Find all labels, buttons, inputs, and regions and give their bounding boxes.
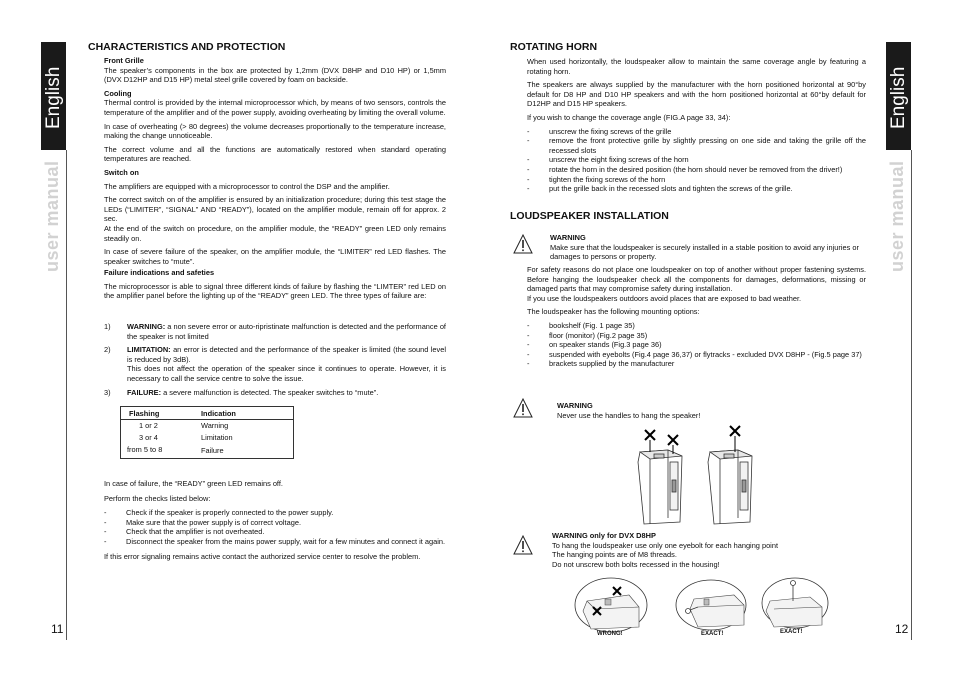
list-item: - put the grille back in the recessed slots and tighten the screws of the grille. [527, 184, 793, 194]
list-item-text: Check if the speaker is properly connected to the power supply. [126, 508, 334, 518]
speaker-cabinet-right [708, 450, 752, 524]
install-text-1: For safety reasons do not place one loudspeaker on top of another without proper fastening systems. Before hanging the loudspeaker check all the components for damages, deformations, missing or damaged parts that may compromise safety during installation. [527, 265, 866, 294]
cross-mark-icon [730, 426, 740, 452]
table-row [121, 432, 294, 444]
cooling-text-1: Thermal control is provided by the internal microprocessor which, by means of two sensors, controls the temperature of the amplifier and of the power supply, avoiding overheating by limiting the overall volume. [104, 98, 446, 117]
left-column [104, 56, 446, 301]
list-item: - rotate the horn in the desired position (the horn should never be removed from the driver!) [527, 164, 843, 174]
horn-text-3: If you wish to change the coverage angle (FIG.A page 33, 34): [527, 112, 731, 122]
failure-list [104, 322, 446, 397]
mount-list [527, 321, 866, 369]
list-item: - brackets supplied by the manufacturer [527, 359, 675, 369]
flashing-table [120, 406, 294, 459]
list-item: - unscrew the fixing screws of the grille [527, 126, 672, 136]
list-item: - unscrew the eight fixing screws of the horn [527, 155, 689, 165]
list-item-text: put the grille back in the recessed slots and tighten the screws of the grille. [549, 184, 793, 194]
switch-text-1: The amplifiers are equipped with a microprocessor to control the DSP and the amplifier. [104, 181, 390, 191]
heading-characteristics: CHARACTERISTICS AND PROTECTION [88, 41, 286, 53]
checks-intro: Perform the checks listed below: [104, 493, 211, 503]
table-cell: 1 or 2 [139, 421, 158, 430]
list-item: - Check if the speaker is properly connected to the power supply. [104, 508, 334, 518]
item-label: WARNING: [127, 322, 166, 331]
switch-text-4: In case of severe failure of the speaker, on the amplifier module, the “LIMITER” red LED flashes. The speaker switches to “mute”. [104, 247, 446, 266]
list-item: - tighten the fixing screws of the horn [527, 174, 666, 184]
table-row [121, 420, 294, 433]
horn-text-1: When used horizontally, the loudspeaker allow to maintain the same coverage angle by featuring a rotating horn. [527, 57, 866, 76]
item-label: LIMITATION: [127, 345, 171, 355]
warning-block-1 [550, 233, 868, 262]
left-margin-rule [66, 150, 67, 640]
list-item-text: remove the front protective grille by slightly pressing on one side and taking the grille off the recessed slots [549, 136, 866, 155]
failure-text: The microprocessor is able to signal three different kinds of failure by flashing the “LIMTER” red LED on the amplifier panel before the lighting up of the “READY” green LED. The three types of failure are: [104, 281, 446, 301]
warning-title: WARNING only for DVX D8HP [552, 531, 656, 540]
list-item: - suspended with eyebolts (Fig.4 page 36,37) or flytracks - excluded DVX D8HP - (Fig.5 page 37) [527, 349, 862, 359]
speaker-cabinet-left [638, 450, 682, 524]
table-cell: 3 or 4 [139, 433, 158, 442]
eyebolt-wrong-illustration [573, 577, 649, 633]
table-header-indication: Indication [201, 407, 294, 420]
ready-text: In case of failure, the “READY” green LED remains off. [104, 479, 283, 488]
warning-triangle-icon [513, 234, 533, 254]
language-tab-right [886, 42, 911, 150]
warning-triangle-icon [513, 535, 533, 555]
caption-exact: EXACT! [780, 629, 803, 635]
warning-title: WARNING [550, 233, 586, 242]
caption-wrong: WRONG! [597, 631, 623, 637]
list-item-text: on speaker stands (Fig.3 page 36) [549, 340, 662, 350]
item-text: a non severe error or auto-ripristinate malfunction is detected and the performance of the speaker is not limited [127, 322, 446, 341]
warning-line: The hanging points are of M8 threads. [552, 550, 677, 560]
warning-triangle-icon [513, 398, 533, 418]
list-item-text: suspended with eyebolts (Fig.4 page 36,37) or flytracks - excluded DVX D8HP - (Fig.5 page 37) [549, 349, 862, 359]
warning-text: Make sure that the loudspeaker is securely installed in a stable position to avoid any injuries or damages to persons or property. [550, 242, 859, 262]
list-item-text: tighten the fixing screws of the horn [549, 174, 666, 184]
failure-item-warning [104, 322, 446, 341]
watermark-user-manual-right: user manual [887, 160, 907, 272]
failure-item-failure [104, 388, 446, 398]
table-cell: from 5 to 8 [127, 445, 163, 454]
right-margin-rule [911, 150, 912, 640]
front-grille-text: The speaker’s components in the box are protected by 1,2mm (DVX D8HP and D10 HP) or 1,5mm (DVX D12HP and D15 HP) metal steel grille covered by foam on backside. [104, 65, 446, 85]
caption-exact: EXACT! [701, 631, 724, 637]
warning-title: WARNING [557, 401, 593, 410]
item-number: 1) [104, 322, 111, 331]
list-item-text: rotate the horn in the desired position (the horn should never be removed from the driver!) [549, 164, 843, 174]
subheading-front-grille: Front Grille [104, 56, 144, 65]
list-item-text: floor (monitor) (Fig.2 page 35) [549, 330, 648, 340]
warning-line: To hang the loudspeaker use only one eyebolt for each hanging point [552, 540, 778, 550]
item-label: FAILURE: [127, 387, 162, 397]
table-cell: Failure [201, 446, 224, 455]
switch-text-3: At the end of the switch on procedure, on the amplifier module, the “READY” green LED only remains steadily on. [104, 223, 446, 243]
table-row [121, 444, 294, 459]
item-number: 3) [104, 387, 111, 397]
page-number-left: 11 [51, 622, 64, 636]
list-item-text: Disconnect the speaker from the mains power supply, wait for a few minutes and connect it again. [126, 536, 446, 546]
watermark-user-manual-left: user manual [42, 160, 62, 272]
switch-text-2: The correct switch on of the amplifier is ensured by an initialization procedure; during this test stage the LEDs (“LIMITER”, “SIGNAL” AND “READY”), located on the amplifier module, remain off for approx. 2 sec. [104, 195, 446, 224]
list-item-text: unscrew the fixing screws of the grille [549, 126, 672, 136]
checks-list [104, 508, 446, 546]
heading-installation: LOUDSPEAKER INSTALLATION [510, 210, 669, 222]
mount-intro: The loudspeaker has the following mounting options: [527, 307, 700, 317]
cooling-text-2: In case of overheating (> 80 degrees) the volume decreases proportionally to the temperature increase, making the change unnoticeable. [104, 121, 446, 141]
list-item-text: brackets supplied by the manufacturer [549, 359, 675, 369]
cooling-text-3: The correct volume and all the functions are automatically restored when standard operating temperatures are reached. [104, 144, 446, 164]
list-item-text: Make sure that the power supply is of correct voltage. [126, 517, 301, 527]
table-cell: Limitation [201, 433, 233, 442]
item-text: an error is detected and the performance of the speaker is limited (the sound level is reduced by 3dB). [127, 345, 446, 364]
list-item: - Disconnect the speaker from the mains power supply, wait for a few minutes and connect it again. [104, 536, 446, 546]
item-extra-text: This does not affect the operation of the speaker since it continues to operate. However, it is necessary to call the service centre to solve the issue. [127, 364, 446, 383]
checks-section [104, 479, 446, 561]
final-text: If this error signaling remains active contact the authorized service center to resolve the problem. [104, 551, 421, 561]
warning-block-2 [557, 401, 857, 420]
table-header-flashing: Flashing [121, 407, 202, 420]
list-item-text: bookshelf (Fig. 1 page 35) [549, 320, 635, 330]
list-item: - Check that the amplifier is not overheated. [104, 527, 265, 537]
horn-steps [527, 127, 866, 194]
list-item-text: unscrew the eight fixing screws of the horn [549, 155, 689, 165]
warning-text: Never use the handles to hang the speaker! [557, 410, 701, 420]
item-number: 2) [104, 345, 111, 355]
list-item-text: Check that the amplifier is not overheated. [126, 527, 265, 537]
language-tab-label: English [43, 66, 64, 129]
list-item: - Make sure that the power supply is of correct voltage. [104, 517, 301, 527]
warning-line: Do not unscrew both bolts recessed in the housing! [552, 559, 720, 569]
list-item: - on speaker stands (Fig.3 page 36) [527, 340, 662, 350]
subheading-cooling: Cooling [104, 88, 132, 98]
rotating-horn-section [527, 57, 866, 194]
item-text: a severe malfunction is detected. The speaker switches to “mute”. [161, 387, 379, 397]
speaker-handles-illustration [628, 422, 764, 526]
language-tab-label: English [888, 66, 909, 129]
list-item: - floor (monitor) (Fig.2 page 35) [527, 330, 648, 340]
language-tab-left [41, 42, 66, 150]
installation-section [527, 265, 866, 369]
list-item: - bookshelf (Fig. 1 page 35) [527, 320, 635, 330]
eyebolt-exact-illustration-1 [674, 579, 748, 631]
horn-text-2: The speakers are always supplied by the manufacturer with the horn positioned horizontal at 90°by default for D8 HP and D10 HP speakers and with the horn positioned horizontal at 60°by default for D12HP and D15 HP speakers. [527, 80, 866, 109]
table-cell: Warning [201, 421, 229, 430]
eyebolt-exact-illustration-2 [760, 577, 830, 629]
heading-rotating-horn: ROTATING HORN [510, 41, 598, 53]
table-header-row [121, 407, 294, 420]
page-number-right: 12 [895, 622, 909, 636]
install-text-2: If you use the loudspeakers outdoors avoid places that are exposed to bad weather. [527, 293, 802, 303]
subheading-failure: Failure indications and safeties [104, 268, 215, 278]
subheading-switch-on: Switch on [104, 167, 139, 177]
failure-item-limitation [104, 345, 446, 383]
warning-block-3 [552, 531, 862, 569]
list-item: - remove the front protective grille by slightly pressing on one side and taking the grille off the recessed slots [527, 136, 866, 155]
